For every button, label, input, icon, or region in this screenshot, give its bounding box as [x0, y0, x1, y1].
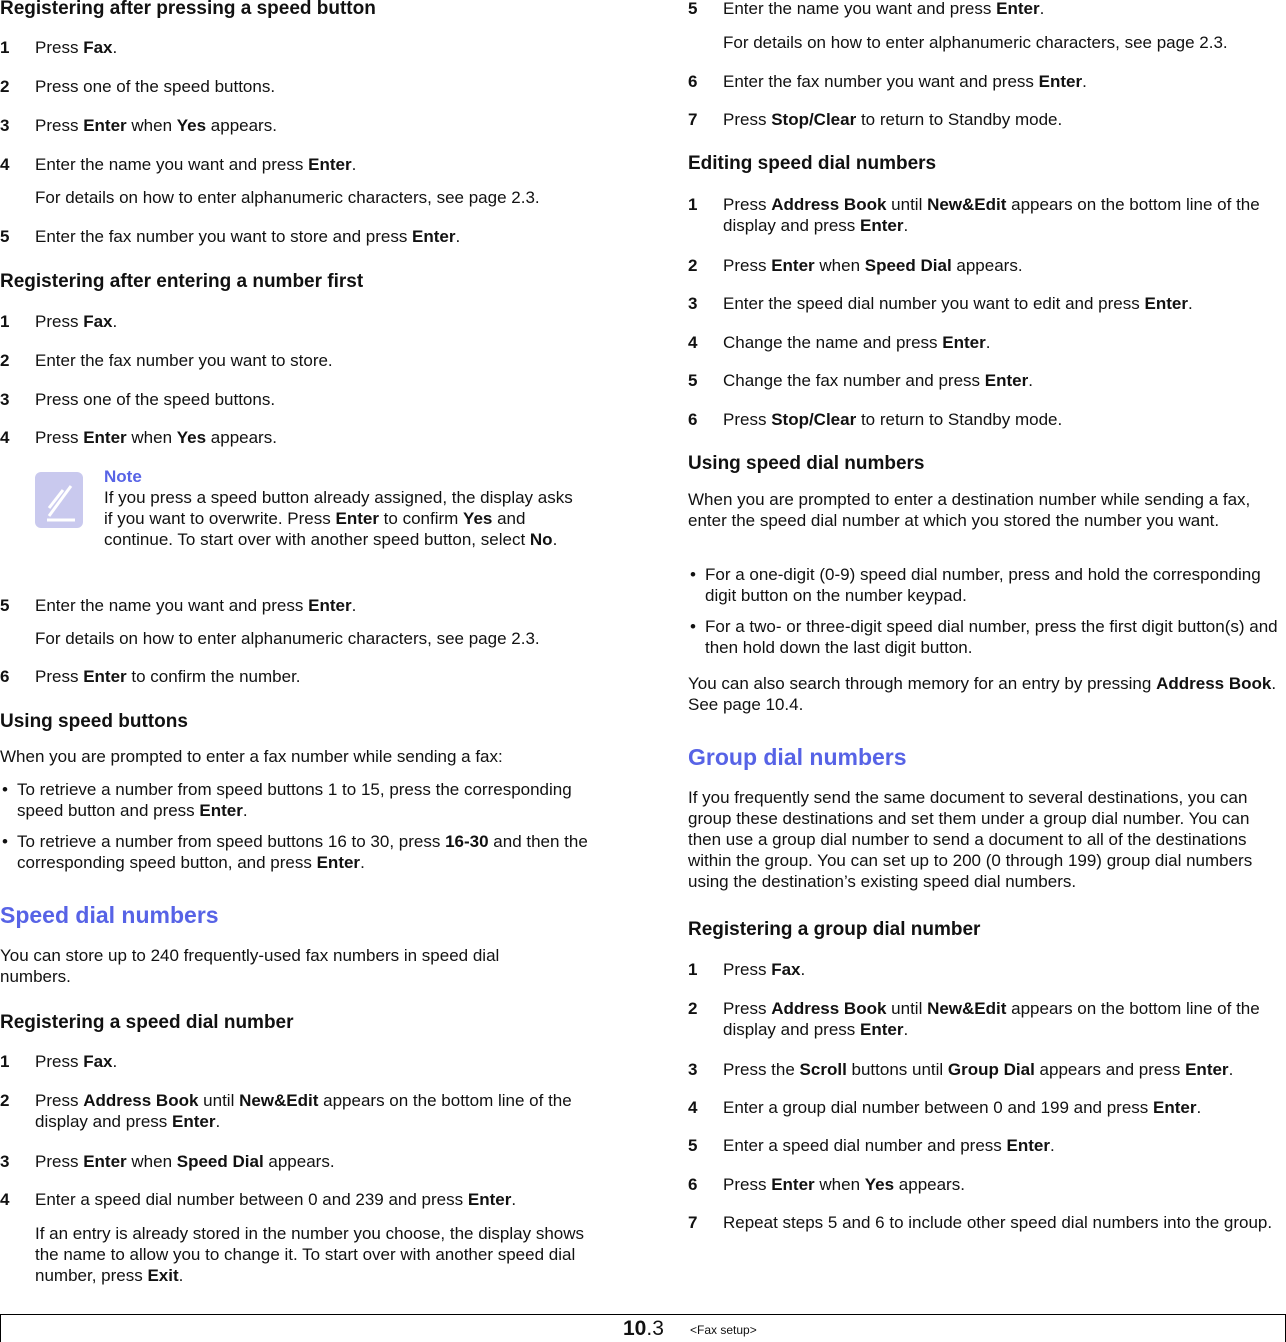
- step-number: 1: [0, 1052, 10, 1071]
- text-run: Enter the fax number you want to store and press: [35, 227, 413, 246]
- bold-term: Address Book: [771, 999, 887, 1018]
- text-run: .: [800, 960, 806, 979]
- text-run: .: [351, 155, 357, 174]
- text-run: .: [215, 1112, 221, 1131]
- step-text: [35, 76, 600, 97]
- heading-using-speed-dial: Using speed dial numbers: [688, 453, 925, 474]
- step-number: 4: [688, 1098, 698, 1117]
- footer-page: .3: [646, 1317, 664, 1340]
- text-run: to confirm: [378, 509, 464, 528]
- step-number: 5: [0, 227, 10, 246]
- step-number: 3: [0, 390, 10, 409]
- bold-term: Enter: [996, 0, 1040, 18]
- bold-term: Group Dial: [947, 1060, 1035, 1079]
- step-text: [723, 1059, 1286, 1080]
- text-run: Press: [723, 999, 772, 1018]
- text-run: Press: [723, 960, 772, 979]
- text-run: Press: [723, 410, 772, 429]
- text-run: Press the: [723, 1060, 800, 1079]
- text-run: .: [360, 853, 365, 872]
- step-text: [35, 154, 600, 175]
- group-dial-intro: If you frequently send the same document to several destinations, you can group these destinations and set them under a group dial number. You can then use a group dial number to send a document to all of the destinations within the group. You can set up to 200 (0 through 199) group dial numbers using the destination’s existing speed dial numbers.: [688, 788, 1253, 891]
- bold-term: Address Book: [1156, 674, 1272, 693]
- footer-chapter: 10: [623, 1317, 647, 1340]
- text-run: appears.: [894, 1175, 965, 1194]
- step-number: 5: [688, 1136, 698, 1155]
- step-number: 3: [0, 116, 10, 135]
- text-run: Enter the speed dial number you want to edit and press: [723, 294, 1145, 313]
- text-run: .: [112, 1052, 118, 1071]
- text-run: when: [126, 116, 177, 135]
- bold-term: Fax: [83, 38, 113, 57]
- using-speed-dial-search: [688, 673, 1286, 715]
- text-run: and then the corresponding speed button, and press: [17, 832, 588, 872]
- step-number: 4: [688, 333, 698, 352]
- step-number: 4: [0, 428, 10, 447]
- step-text: [723, 370, 1286, 391]
- text-run: until: [886, 195, 928, 214]
- step-text: [723, 1097, 1286, 1118]
- text-run: Enter a group dial number between 0 and 199 and press: [723, 1098, 1154, 1117]
- step-text: [723, 1174, 1286, 1195]
- bold-term: Enter: [199, 801, 243, 820]
- text-run: to return to Standby mode.: [856, 110, 1063, 129]
- step-text: [723, 71, 1286, 92]
- step-text: [723, 409, 1286, 430]
- step-text: [723, 255, 1286, 276]
- text-run: Press: [35, 1052, 84, 1071]
- bold-term: Scroll: [799, 1060, 847, 1079]
- text-run: to return to Standby mode.: [856, 410, 1063, 429]
- step-number: 5: [0, 596, 10, 615]
- text-run: Change the name and press: [723, 333, 943, 352]
- text-run: appears.: [951, 256, 1023, 275]
- speed-dial-intro: You can store up to 240 frequently-used fax numbers in speed dial numbers.: [0, 946, 500, 986]
- step-number: 3: [0, 1152, 10, 1171]
- text-run: Press: [35, 428, 84, 447]
- bold-term: Enter: [1153, 1098, 1197, 1117]
- step-number: 1: [0, 312, 10, 331]
- bold-term: Speed Dial: [176, 1152, 264, 1171]
- bold-term: Stop/Clear: [771, 110, 857, 129]
- step-number: 4: [0, 155, 10, 174]
- note-text: [104, 487, 584, 550]
- bold-term: Yes: [176, 428, 207, 447]
- text-run: appears.: [206, 116, 277, 135]
- heading-group-dial-numbers: Group dial numbers: [688, 744, 907, 770]
- text-run: Press: [723, 195, 772, 214]
- text-run: appears and press: [1034, 1060, 1186, 1079]
- bold-term: 16-30: [445, 832, 489, 851]
- text-run: .: [1196, 1098, 1202, 1117]
- step-number: 5: [688, 0, 698, 18]
- step-number: 3: [688, 1060, 698, 1079]
- bold-term: Yes: [463, 509, 493, 528]
- text-run: when: [126, 428, 177, 447]
- step-text: [35, 37, 600, 58]
- text-run: For details on how to enter alphanumeric characters, see page 2.3.: [35, 188, 540, 207]
- bold-term: Enter: [860, 1020, 904, 1039]
- text-run: Enter the fax number you want and press: [723, 72, 1039, 91]
- bold-term: New&Edit: [927, 999, 1007, 1018]
- heading-using-speed-buttons: Using speed buttons: [0, 711, 188, 732]
- bold-term: Enter: [771, 256, 815, 275]
- step-number: 1: [688, 960, 698, 979]
- step-text: [723, 194, 1286, 236]
- bold-term: Enter: [1038, 72, 1083, 91]
- step-text: [35, 389, 600, 410]
- step-text: [723, 293, 1286, 314]
- step-text: [35, 666, 600, 687]
- bold-term: Exit: [147, 1266, 179, 1285]
- step-number: 2: [0, 77, 10, 96]
- heading-registering-speed-dial: Registering a speed dial number: [0, 1012, 294, 1033]
- bullet-usb-2: [0, 831, 600, 873]
- text-run: For details on how to enter alphanumeric characters, see page 2.3.: [35, 629, 540, 648]
- bold-term: New&Edit: [239, 1091, 319, 1110]
- bold-term: Speed Dial: [864, 256, 952, 275]
- step-text: [35, 427, 600, 448]
- footer-page-number: [623, 1317, 664, 1341]
- text-run: appears on the bottom line of the display and press: [723, 195, 1260, 235]
- text-run: Enter the name you want and press: [723, 0, 997, 18]
- text-run: . See page 10.4.: [688, 674, 1277, 714]
- text-run: .: [1082, 72, 1087, 91]
- step-number: 1: [688, 195, 698, 214]
- text-run: .: [112, 312, 118, 331]
- using-speed-dial-intro: When you are prompted to enter a destination number while sending a fax, enter the speed dial number at which you stored the number you want.: [688, 490, 1251, 530]
- text-run: Enter the fax number you want to store.: [35, 351, 333, 370]
- step-number: 6: [0, 667, 10, 686]
- bold-term: Enter: [984, 371, 1029, 390]
- text-run: .: [351, 596, 357, 615]
- bold-term: Enter: [942, 333, 986, 352]
- bullet-usd-2: [688, 616, 1286, 658]
- step-text: [35, 1189, 600, 1210]
- text-run: Press: [35, 312, 84, 331]
- text-run: .: [903, 1020, 909, 1039]
- text-run: Press: [35, 116, 84, 135]
- bold-term: Enter: [308, 155, 352, 174]
- bold-term: Enter: [771, 1175, 815, 1194]
- text-run: Enter the name you want and press: [35, 596, 309, 615]
- step-text: [723, 32, 1286, 53]
- text-run: If you press a speed button already assigned, the display asks if you want to overwrite. Press: [104, 488, 573, 528]
- note-block: [104, 466, 584, 550]
- step-text: [35, 1151, 600, 1172]
- bold-term: Enter: [1144, 294, 1188, 313]
- text-run: If an entry is already stored in the number you choose, the display shows the name to allow you to change it. To start over with another speed dial number, press: [35, 1224, 585, 1285]
- text-run: .: [552, 530, 558, 549]
- heading-registering-after-speed-button: Registering after pressing a speed button: [0, 0, 376, 19]
- text-run: and continue. To start over with another speed button, select: [104, 509, 530, 549]
- bold-term: Enter: [1006, 1136, 1050, 1155]
- pencil-icon: [35, 472, 83, 528]
- text-run: appears.: [206, 428, 277, 447]
- step-number: 6: [688, 1175, 698, 1194]
- heading-speed-dial-numbers: Speed dial numbers: [0, 902, 219, 928]
- step-number: 2: [0, 1091, 10, 1110]
- text-run: Press: [35, 667, 84, 686]
- text-run: For a two- or three-digit speed dial number, press the first digit button(s) and then hold down the last digit button.: [705, 617, 1278, 657]
- text-run: until: [198, 1091, 240, 1110]
- step-number: 7: [688, 1213, 698, 1232]
- text-run: Press: [723, 1175, 772, 1194]
- note-icon: [35, 472, 83, 528]
- bold-term: Enter: [335, 509, 379, 528]
- bold-term: Address Book: [771, 195, 887, 214]
- text-run: .: [242, 801, 248, 820]
- text-run: .: [1039, 0, 1045, 18]
- text-run: Press: [723, 256, 772, 275]
- text-run: Press: [35, 1152, 84, 1171]
- step-text: [35, 1223, 600, 1286]
- heading-registering-group-dial: Registering a group dial number: [688, 919, 981, 940]
- text-run: .: [178, 1266, 184, 1285]
- text-run: For a one-digit (0-9) speed dial number, press and hold the corresponding digit button on the number keypad.: [705, 565, 1261, 605]
- step-text: [723, 332, 1286, 353]
- step-text: [723, 1212, 1286, 1233]
- bold-term: No: [529, 530, 553, 549]
- step-number: 6: [688, 72, 698, 91]
- text-run: .: [455, 227, 461, 246]
- text-run: .: [1049, 1136, 1055, 1155]
- bold-term: Enter: [172, 1112, 216, 1131]
- text-run: until: [886, 999, 928, 1018]
- bold-term: Enter: [83, 1152, 127, 1171]
- step-text: [723, 1135, 1286, 1156]
- bold-term: Yes: [864, 1175, 895, 1194]
- text-run: Press: [35, 38, 84, 57]
- step-number: 3: [688, 294, 698, 313]
- footer-section: <Fax setup>: [690, 1323, 757, 1337]
- text-run: To retrieve a number from speed buttons 16 to 30, press: [17, 832, 446, 851]
- bold-term: Enter: [1185, 1060, 1229, 1079]
- step-text: [35, 628, 600, 649]
- note-title: Note: [104, 467, 142, 486]
- text-run: Press: [723, 110, 772, 129]
- step-text: [35, 350, 600, 371]
- bold-term: Fax: [83, 312, 113, 331]
- bold-term: Yes: [176, 116, 207, 135]
- bold-term: Address Book: [83, 1091, 199, 1110]
- text-run: Press: [35, 1091, 84, 1110]
- step-text: [35, 311, 600, 332]
- text-run: appears on the bottom line of the display and press: [35, 1091, 572, 1131]
- text-run: To retrieve a number from speed buttons 1 to 15, press the corresponding speed button and press: [17, 780, 572, 820]
- step-number: 5: [688, 371, 698, 390]
- bold-term: Enter: [83, 428, 127, 447]
- bold-term: Enter: [412, 227, 456, 246]
- step-number: 2: [0, 351, 10, 370]
- heading-registering-number-first: Registering after entering a number first: [0, 271, 364, 292]
- step-text: [35, 595, 600, 616]
- heading-editing-speed-dial: Editing speed dial numbers: [688, 153, 937, 174]
- text-run: Change the fax number and press: [723, 371, 985, 390]
- step-number: 4: [0, 1190, 10, 1209]
- text-run: You can also search through memory for an entry by pressing: [688, 674, 1157, 693]
- bullet-usd-1: [688, 564, 1286, 606]
- text-run: Repeat steps 5 and 6 to include other speed dial numbers into the group.: [723, 1213, 1273, 1232]
- text-run: .: [1028, 371, 1033, 390]
- text-run: .: [903, 216, 909, 235]
- text-run: .: [985, 333, 991, 352]
- step-text: [35, 187, 600, 208]
- text-run: .: [1187, 294, 1193, 313]
- step-number: 7: [688, 110, 698, 129]
- bullet-usb-1: [0, 779, 600, 821]
- step-number: 1: [0, 38, 10, 57]
- bold-term: New&Edit: [927, 195, 1007, 214]
- bold-term: Enter: [83, 116, 127, 135]
- text-run: when: [814, 256, 865, 275]
- text-run: buttons until: [846, 1060, 948, 1079]
- step-text: [35, 1051, 600, 1072]
- step-text: [35, 226, 600, 247]
- text-run: Enter the name you want and press: [35, 155, 309, 174]
- bold-term: Enter: [316, 853, 361, 872]
- text-run: For details on how to enter alphanumeric characters, see page 2.3.: [723, 33, 1228, 52]
- text-run: when: [814, 1175, 865, 1194]
- text-run: Press one of the speed buttons.: [35, 390, 276, 409]
- bold-term: Enter: [860, 216, 904, 235]
- bold-term: Fax: [771, 960, 801, 979]
- text-run: .: [1228, 1060, 1234, 1079]
- step-text: [723, 959, 1286, 980]
- step-text: [35, 115, 600, 136]
- bold-term: Enter: [467, 1190, 512, 1209]
- step-number: 6: [688, 410, 698, 429]
- using-speed-buttons-intro: When you are prompted to enter a fax number while sending a fax:: [0, 747, 503, 766]
- text-run: .: [511, 1190, 517, 1209]
- bold-term: Enter: [308, 596, 352, 615]
- text-run: appears.: [263, 1152, 335, 1171]
- step-text: [35, 1090, 600, 1132]
- text-run: Enter a speed dial number and press: [723, 1136, 1007, 1155]
- text-run: Press one of the speed buttons.: [35, 77, 276, 96]
- text-run: Enter a speed dial number between 0 and 239 and press: [35, 1190, 468, 1209]
- text-run: to confirm the number.: [126, 667, 301, 686]
- step-number: 2: [688, 999, 698, 1018]
- bold-term: Enter: [83, 667, 127, 686]
- text-run: appears on the bottom line of the display and press: [723, 999, 1260, 1039]
- step-text: [723, 109, 1286, 130]
- text-run: when: [126, 1152, 177, 1171]
- step-text: [723, 998, 1286, 1040]
- text-run: .: [112, 38, 118, 57]
- step-number: 2: [688, 256, 698, 275]
- bold-term: Fax: [83, 1052, 113, 1071]
- step-text: [723, 0, 1286, 19]
- bold-term: Stop/Clear: [771, 410, 857, 429]
